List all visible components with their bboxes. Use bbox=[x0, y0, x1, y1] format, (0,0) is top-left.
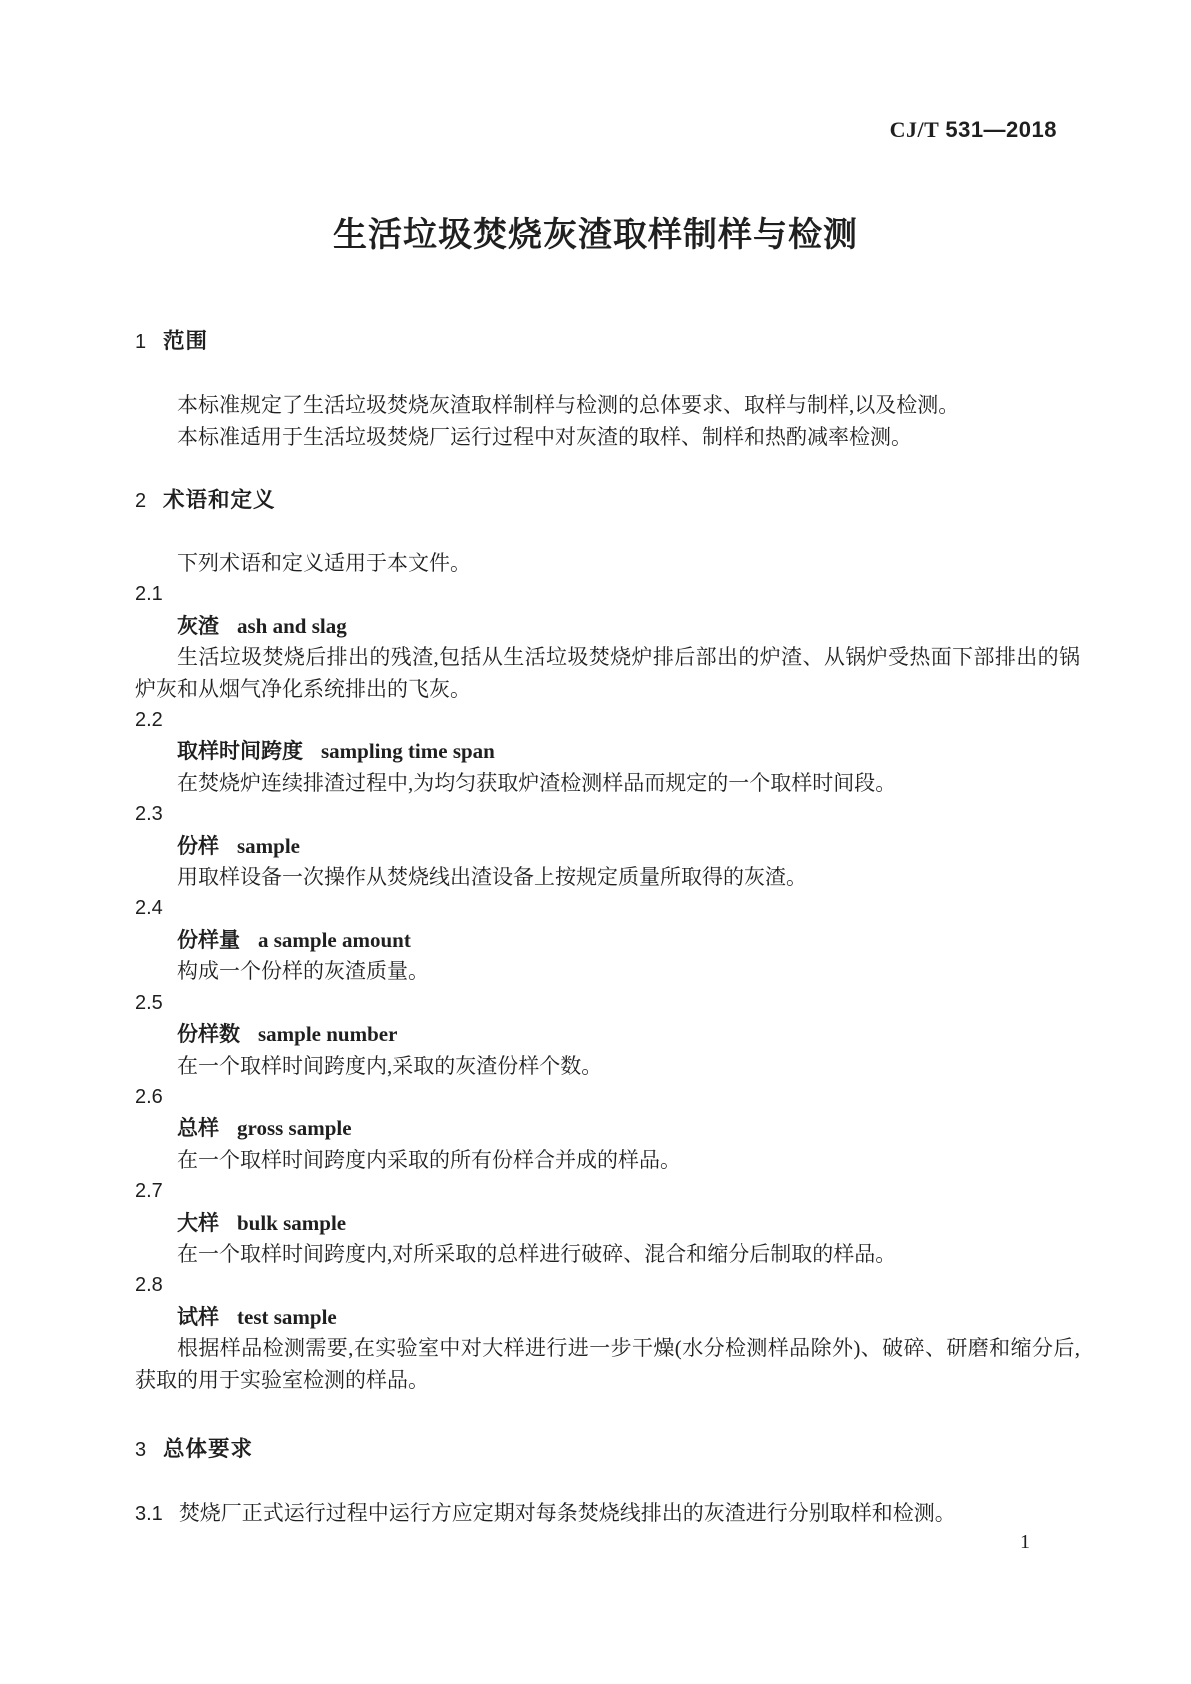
term-name-zh: 灰渣 bbox=[177, 614, 219, 638]
term-name bbox=[135, 736, 1080, 767]
term-name-en: a sample amount bbox=[258, 927, 411, 952]
term-name-zh: 试样 bbox=[177, 1305, 219, 1329]
term-definition: 根据样品检测需要,在实验室中对大样进行进一步干燥(水分检测样品除外)、破碎、研磨和缩分后,获取的用于实验室检测的样品。 bbox=[135, 1336, 1080, 1392]
term-item bbox=[135, 988, 1080, 1082]
term-name-en: test sample bbox=[237, 1304, 337, 1329]
term-name bbox=[135, 1302, 1080, 1333]
page-number: 1 bbox=[1020, 1531, 1030, 1553]
section-3-number: 3 bbox=[135, 1439, 147, 1461]
term-item bbox=[135, 1082, 1080, 1176]
term-definition: 用取样设备一次操作从焚烧线出渣设备上按规定质量所取得的灰渣。 bbox=[177, 865, 807, 890]
term-name bbox=[135, 1113, 1080, 1144]
term-name-zh: 份样量 bbox=[177, 928, 240, 952]
clause-3-1-text: 焚烧厂正式运行过程中运行方应定期对每条焚烧线排出的灰渣进行分别取样和检测。 bbox=[178, 1501, 956, 1525]
term-id: 2.2 bbox=[135, 709, 163, 732]
standard-code-number: 531—2018 bbox=[945, 117, 1057, 142]
term-definition: 在一个取样时间跨度内,对所采取的总样进行破碎、混合和缩分后制取的样品。 bbox=[177, 1241, 897, 1266]
terms-and-definitions bbox=[135, 548, 1080, 1396]
terms-intro: 下列术语和定义适用于本文件。 bbox=[177, 551, 471, 575]
term-name-zh: 份样 bbox=[177, 834, 219, 858]
page-title: 生活垃圾焚烧灰渣取样制样与检测 bbox=[333, 216, 858, 254]
term-item bbox=[135, 1270, 1080, 1396]
term-name bbox=[135, 1208, 1080, 1239]
clause-3-1 bbox=[135, 1497, 1080, 1530]
scope-paragraph: 本标准适用于生活垃圾焚烧厂运行过程中对灰渣的取样、制样和热酌减率检测。 bbox=[177, 425, 912, 449]
term-item bbox=[135, 705, 1080, 799]
term-definition: 在一个取样时间跨度内采取的所有份样合并成的样品。 bbox=[177, 1147, 681, 1172]
term-id: 2.4 bbox=[135, 897, 163, 920]
term-name-zh: 大样 bbox=[177, 1211, 219, 1235]
section-2-heading bbox=[135, 485, 1080, 518]
scope-paragraph: 本标准规定了生活垃圾焚烧灰渣取样制样与检测的总体要求、取样与制样,以及检测。 bbox=[177, 393, 960, 417]
term-definition: 在焚烧炉连续排渣过程中,为均匀获取炉渣检测样品而规定的一个取样时间段。 bbox=[177, 770, 897, 795]
term-name-en: sample number bbox=[258, 1022, 398, 1047]
term-id: 2.7 bbox=[135, 1180, 163, 1203]
term-name bbox=[135, 1019, 1080, 1050]
section-3-title: 总体要求 bbox=[163, 1437, 254, 1461]
term-item bbox=[135, 799, 1080, 893]
term-name-en: sample bbox=[237, 833, 300, 858]
term-id: 2.1 bbox=[135, 583, 163, 606]
term-name-en: gross sample bbox=[237, 1116, 352, 1141]
section-1-heading bbox=[135, 326, 1080, 359]
term-name-zh: 取样时间跨度 bbox=[177, 740, 303, 764]
term-item bbox=[135, 893, 1080, 987]
term-name bbox=[135, 925, 1080, 956]
term-definition: 在一个取样时间跨度内,采取的灰渣份样个数。 bbox=[177, 1053, 603, 1078]
section-1-body bbox=[135, 389, 1080, 453]
standard-code bbox=[890, 117, 1057, 143]
term-id: 2.8 bbox=[135, 1274, 163, 1297]
term-definition: 构成一个份样的灰渣质量。 bbox=[177, 959, 429, 984]
term-definition: 生活垃圾焚烧后排出的残渣,包括从生活垃圾焚烧炉排后部出的炉渣、从锅炉受热面下部排出的锅炉灰和从烟气净化系统排出的飞灰。 bbox=[135, 645, 1080, 701]
clause-3-1-number: 3.1 bbox=[135, 1503, 163, 1525]
term-name-en: sampling time span bbox=[321, 739, 495, 764]
section-2-number: 2 bbox=[135, 490, 147, 512]
section-1-title: 范围 bbox=[163, 329, 209, 353]
term-id: 2.3 bbox=[135, 803, 163, 826]
section-3-heading bbox=[135, 1434, 1080, 1467]
term-name-en: ash and slag bbox=[237, 613, 347, 638]
section-1-number: 1 bbox=[135, 331, 147, 353]
term-item bbox=[135, 579, 1080, 705]
term-name-zh: 份样数 bbox=[177, 1023, 240, 1047]
section-2-title: 术语和定义 bbox=[163, 488, 276, 512]
term-name-en: bulk sample bbox=[237, 1210, 347, 1235]
term-name bbox=[135, 831, 1080, 862]
term-id: 2.6 bbox=[135, 1085, 163, 1108]
term-name bbox=[135, 611, 1080, 642]
term-item bbox=[135, 1176, 1080, 1270]
term-name-zh: 总样 bbox=[177, 1117, 219, 1141]
standard-code-prefix: CJ/T bbox=[889, 117, 940, 142]
term-id: 2.5 bbox=[135, 991, 163, 1014]
